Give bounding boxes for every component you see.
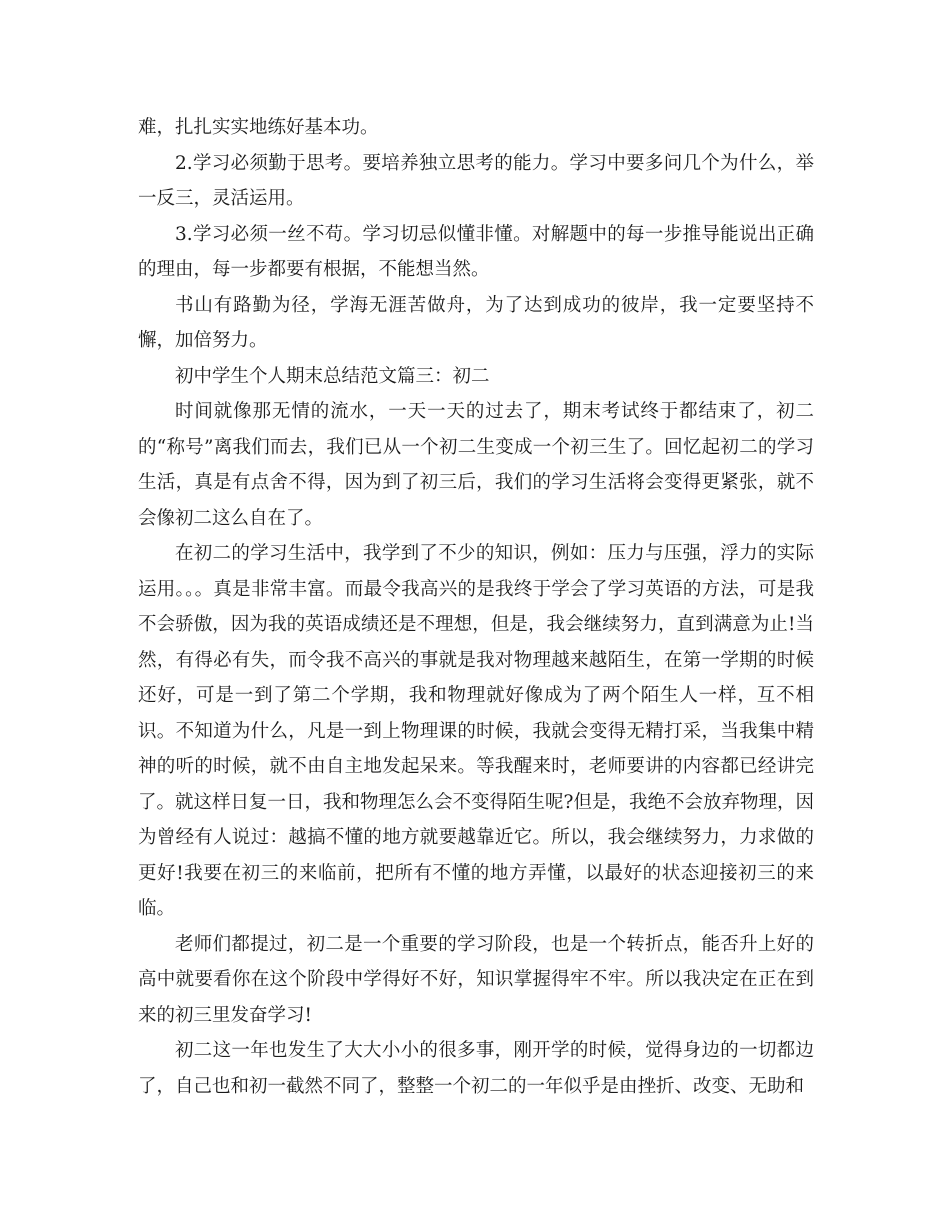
- document-page: [138, 110, 814, 1104]
- paragraph-motto: 书山有路勤为径，学海无涯苦做舟，为了达到成功的彼岸，我一定要坚持不懈，加倍努力。: [138, 294, 814, 351]
- paragraph-continuation: 难，扎扎实实地练好基本功。: [138, 117, 379, 138]
- paragraph-point-3: 3.学习必须一丝不苟。学习切忌似懂非懂。对解题中的每一步推导能说出正确的理由，每一步都要有根据，不能想当然。: [138, 223, 814, 280]
- paragraph-year-events: 初二这一年也发生了大大小小的很多事，刚开学的时候，觉得身边的一切都边了，自己也和初一截然不同了，整整一个初二的一年似乎是由挫折、改变、无助和: [138, 1040, 814, 1097]
- paragraph-teachers: 老师们都提过，初二是一个重要的学习阶段，也是一个转折点，能否升上好的高中就要看你在这个阶段中学得好不好，知识掌握得牢不牢。所以我决定在正在到来的初三里发奋学习!: [138, 933, 814, 1026]
- section-heading: 初中学生个人期末总结范文篇三：初二: [175, 365, 490, 387]
- paragraph-point-2: 2.学习必须勤于思考。要培养独立思考的能力。学习中要多问几个为什么，举一反三，灵活运用。: [138, 152, 814, 209]
- paragraph-study-life: 在初二的学习生活中，我学到了不少的知识，例如：压力与压强，浮力的实际运用。。。真是非常丰富。而最令我高兴的是我终于学会了学习英语的方法，可是我不会骄傲，因为我的英语成绩还是不理想，但是，我会继续努力，直到满意为止!当然，有得必有失，而令我不高兴的事就是我对物理越来越陌生，在第一学期的时候还好，可是一到了第二个学期，我和物理就好像成为了两个陌生人一样，互不相识。不知道为什么，凡是一到上物理课的时候，我就会变得无精打采，当我集中精神的听的时候，就不由自主地发起呆来。等我醒来时，老师要讲的内容都已经讲完了。就这样日复一日，我和物理怎么会不变得陌生呢?但是，我绝不会放弃物理，因为曾经有人说过：越搞不懂的地方就要越靠近它。所以，我会继续努力，力求做的更好!我要在初三的来临前，把所有不懂的地方弄懂，以最好的状态迎接初三的来临。: [138, 543, 814, 919]
- paragraph-intro: 时间就像那无情的流水，一天一天的过去了，期末考试终于都结束了，初二的“称号”离我们而去，我们已从一个初二生变成一个初三生了。回忆起初二的学习生活，真是有点舍不得，因为到了初三后，我们的学习生活将会变得更紧张，就不会像初二这么自在了。: [138, 401, 814, 529]
